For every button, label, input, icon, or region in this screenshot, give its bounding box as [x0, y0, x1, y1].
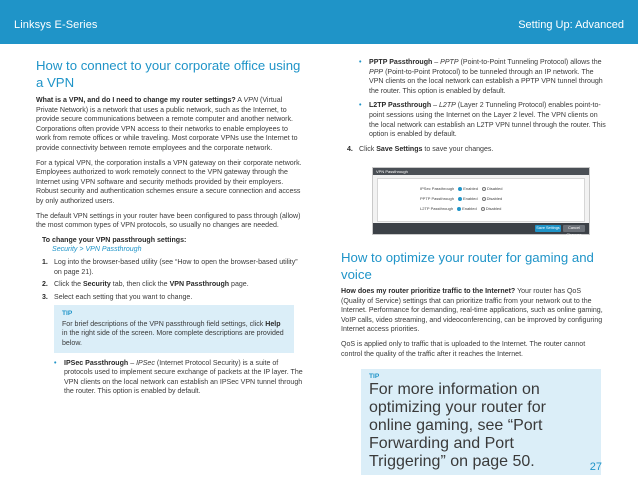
- l2tp-bullet-dot: •: [359, 102, 362, 110]
- step-1: [42, 258, 304, 277]
- gaming-intro-text: Your router has QoS (Quality of Service) settings that can prioritize traffic from your network out to the Internet. Performance for demanding, real-time applications, such as online gaming, VoIP calls, video streaming, and videoconferencing, can be improved by configuring Internet access priorities.: [341, 288, 603, 334]
- ppp-abbrev: PPP: [369, 68, 384, 76]
- step-2: [42, 280, 304, 290]
- screenshot-cancel-button: Cancel Changes: [563, 225, 585, 232]
- vpn-tip-help: Help: [265, 320, 281, 328]
- vpn-intro-paragraph: [36, 96, 304, 154]
- step-1-number: 1.: [42, 258, 48, 266]
- step-4-text-c: to save your changes.: [422, 145, 494, 153]
- vpn-paragraph-2: For a typical VPN, the corporation installs a VPN gateway on their corporate network. Employees authorized to work remotely connect to the VPN gateway through the Internet using VPN software and security methods provided by their employers. Robust security and authentication schemes ensure a secure connection and access by only authorized users.: [36, 159, 302, 205]
- screenshot-row-label: PPTP Passthrough: [420, 196, 454, 201]
- screenshot-panel: [377, 178, 585, 222]
- header-section-name: Setting Up: Advanced: [518, 19, 624, 31]
- vpn-tip-text-c: in the right side of the screen. More complete descriptions are provided below.: [62, 330, 284, 348]
- gaming-section-body: [341, 287, 607, 364]
- vpn-procedure-heading: To change your VPN passthrough settings:: [42, 236, 187, 244]
- gaming-tip-title: TIP: [369, 373, 380, 380]
- screenshot-enabled-label: Enabled: [462, 206, 477, 211]
- screenshot-row-pptp: [420, 196, 502, 202]
- step-2-text-d: page.: [229, 281, 249, 289]
- screenshot-button-bar: [373, 223, 589, 237]
- gaming-tip-text: For more information on optimizing your router for online gaming, see “Port Forwarding and Port Triggering” on page 50.: [369, 381, 546, 470]
- l2tp-abbrev: L2TP: [438, 102, 456, 110]
- vpn-passthrough-screenshot: [372, 167, 590, 235]
- gaming-intro-paragraph: [341, 287, 607, 335]
- header-product-name: Linksys E-Series: [14, 19, 98, 31]
- radio-off-icon: [482, 197, 486, 201]
- radio-on-icon: [458, 187, 462, 191]
- l2tp-dash: –: [431, 102, 439, 110]
- step-4-number: 4.: [347, 145, 353, 153]
- radio-on-icon: [458, 197, 462, 201]
- step-3: [42, 293, 304, 303]
- step-4-text-a: Click: [359, 145, 377, 153]
- page-number: 27: [589, 461, 602, 473]
- step-4: [347, 145, 607, 155]
- step-2-text-c: tab, then click the: [110, 281, 170, 289]
- screenshot-save-button: Save Settings: [536, 226, 560, 230]
- left-column: [36, 58, 304, 402]
- ipsec-bullet: [54, 359, 304, 397]
- gaming-paragraph-2: QoS is applied only to traffic that is uploaded to the Internet. The router cannot control the quality of the traffic after it reaches the Internet.: [341, 340, 586, 358]
- l2tp-bullet: [359, 101, 607, 139]
- pptp-description-a: (Point-to-Point Tunneling Protocol) allows the: [458, 59, 602, 66]
- screenshot-row-ipsec: [420, 186, 503, 192]
- screenshot-header: [373, 168, 589, 175]
- vpn-paragraph-3: The default VPN settings in your router have been configured to pass through (allow) the most common types of VPN protocols, so usually no changes are needed.: [36, 212, 301, 230]
- vpn-tip-text-a: For brief descriptions of the VPN passthrough field settings, click: [62, 320, 266, 328]
- step-2-number: 2.: [42, 281, 48, 289]
- vpn-tip-box: [54, 305, 294, 352]
- vpn-pptp-l2tp-list: [359, 58, 607, 140]
- ipsec-bullet-dot: •: [54, 359, 57, 367]
- vpn-breadcrumb: Security > VPN Passthrough: [52, 246, 142, 254]
- vpn-step-4-list: [347, 145, 607, 155]
- pptp-bullet: [359, 58, 607, 96]
- gaming-section-title: How to optimize your router for gaming and voice: [341, 250, 594, 282]
- radio-off-icon: [481, 207, 485, 211]
- pptp-dash: –: [432, 59, 441, 66]
- screenshot-row-l2tp: [420, 206, 501, 212]
- radio-off-icon: [482, 187, 486, 191]
- screenshot-header-label: VPN Passthrough: [376, 169, 408, 174]
- gaming-question: How does my router prioritize traffic to the Internet?: [341, 288, 516, 295]
- ipsec-abbrev: IPSec: [136, 359, 155, 367]
- vpn-term: VPN: [243, 97, 259, 104]
- pptp-abbrev: PPTP: [440, 59, 459, 66]
- pptp-bullet-dot: •: [359, 59, 362, 66]
- screenshot-enabled-label: Enabled: [462, 196, 478, 201]
- right-column-top: [341, 58, 607, 157]
- vpn-tip-title: TIP: [62, 310, 73, 318]
- page-header-bar: [0, 0, 638, 44]
- pptp-description-b: (Point-to-Point Protocol) to be tunneled through an IP network. The VPN clients on the local network can establish a PPTP VPN tunnel through the router. This option is enabled by default.: [369, 68, 603, 95]
- screenshot-disabled-label: Disabled: [485, 206, 502, 211]
- vpn-ipsec-list: [54, 359, 304, 397]
- step-1-text: Log into the browser-based utility (see “How to open the browser-based utility” on page 21).: [54, 258, 298, 276]
- pptp-term: PPTP Passthrough: [369, 59, 433, 66]
- vpn-steps-list: [42, 258, 304, 302]
- step-2-text-a: Click the: [54, 281, 83, 289]
- l2tp-description: (Layer 2 Tunneling Protocol) enables point-to-point sessions using the Internet on the Layer 2 level. The VPN clients on the local network can establish an L2TP VPN tunnel through the router. This option is enabled by default.: [369, 102, 606, 139]
- step-3-number: 3.: [42, 293, 48, 301]
- ipsec-term: IPSec Passthrough: [64, 359, 129, 367]
- vpn-intro-text-a: A: [235, 97, 244, 104]
- screenshot-row-label: IPSec Passthrough: [420, 186, 455, 191]
- screenshot-disabled-label: Disabled: [486, 186, 503, 191]
- radio-on-icon: [457, 207, 461, 211]
- vpn-question: What is a VPN, and do I need to change my router settings?: [36, 97, 236, 104]
- step-3-text: Select each setting that you want to change.: [54, 293, 193, 301]
- vpn-intro-text-b: (Virtual Private Network) is a network that uses a public network, such as the Internet, to provide secure communications between a remote computer and another network. Corporations often provide VPN access to their networks to enable employees to work from remote offices or while traveling. Most corporate VPNs use the Internet to provide connectivity between remote employees and the corporate network.: [36, 97, 298, 152]
- screenshot-enabled-label: Enabled: [463, 186, 478, 191]
- gaming-tip-box: [361, 369, 601, 475]
- screenshot-row-label: L2TP Passthrough: [420, 206, 454, 211]
- step-2-security: Security: [82, 281, 111, 289]
- vpn-section-title: How to connect to your corporate office using a VPN: [36, 58, 301, 90]
- ipsec-dash: –: [128, 359, 137, 367]
- step-4-save-settings: Save Settings: [376, 145, 423, 153]
- screenshot-disabled-label: Disabled: [486, 196, 503, 201]
- l2tp-term: L2TP Passthrough: [369, 102, 432, 110]
- ipsec-description: (Internet Protocol Security) is a suite of protocols used to implement secure exchange of packets at the IP layer. The VPN clients on the local network can establish an IPSec VPN tunnel through the router. This option is enabled by default.: [64, 359, 303, 396]
- vpn-tip-text: [62, 320, 286, 349]
- step-2-vpn-passthrough: VPN Passthrough: [169, 281, 230, 289]
